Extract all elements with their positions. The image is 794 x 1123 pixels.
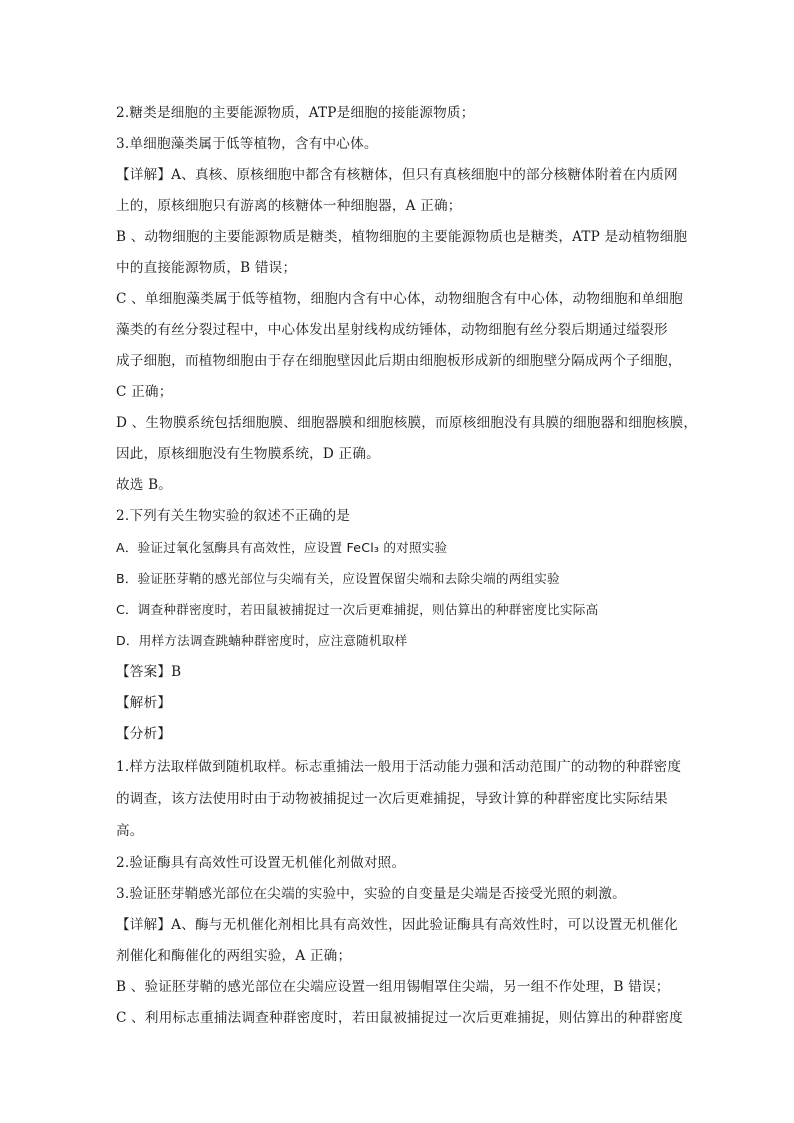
option-c: C．调查种群密度时，若田鼠被捕捉过一次后更难捕捉，则估算出的种群密度比实际高 [116, 602, 599, 617]
text-line: 2.验证酶具有高效性可设置无机催化剂做对照。 [116, 855, 406, 871]
text-line: 的调查，该方法使用时由于动物被捕捉过一次后更难捕捉，导致计算的种群密度比实际结果 [116, 791, 668, 807]
text-line: 【详解】A、真核、原核细胞中都含有核糖体，但只有真核细胞中的部分核糖体附着在内质网 [116, 167, 678, 183]
analysis-subheading: 【分析】 [116, 726, 172, 742]
text-line: 故选 B。 [116, 477, 173, 493]
text-line: C 正确； [116, 384, 173, 400]
text-line: 3.单细胞藻类属于低等植物，含有中心体。 [116, 136, 378, 152]
text-line: 1.样方法取样做到随机取样。标志重捕法一般用于活动能力强和活动范围广的动物的种群密度 [116, 759, 682, 775]
option-d: D．用样方法调查跳蝻种群密度时，应注意随机取样 [116, 633, 408, 648]
text-line: 【详解】A、酶与无机催化剂相比具有高效性，因此验证酶具有高效性时，可以设置无机催化 [116, 917, 678, 933]
answer-heading: 【答案】B [116, 664, 182, 680]
text-line: D 、生物膜系统包括细胞膜、细胞器膜和细胞核膜，而原核细胞没有具膜的细胞器和细胞核膜， [116, 415, 698, 431]
text-line: 因此，原核细胞没有生物膜系统，D 正确。 [116, 446, 380, 462]
text-line: C 、单细胞藻类属于低等植物，细胞内含有中心体，动物细胞含有中心体，动物细胞和单细胞 [116, 291, 683, 307]
text-line: 藻类的有丝分裂过程中，中心体发出星射线构成纺锤体，动物细胞有丝分裂后期通过缢裂形 [116, 322, 668, 338]
option-b: B．验证胚芽鞘的感光部位与尖端有关，应设置保留尖端和去除尖端的两组实验 [116, 571, 560, 586]
option-a: A．验证过氧化氢酶具有高效性，应设置 FeCl₃ 的对照实验 [116, 540, 448, 555]
text-line: 2.糖类是细胞的主要能源物质，ATP是细胞的接能源物质； [116, 105, 475, 121]
text-line: 高。 [116, 823, 144, 839]
question-title: 2.下列有关生物实验的叙述不正确的是 [116, 508, 351, 524]
text-line: 上的，原核细胞只有游离的核糖体一种细胞器，A 正确； [116, 198, 462, 214]
analysis-heading: 【解析】 [116, 695, 172, 711]
text-line: 成子细胞，而植物细胞由于存在细胞壁因此后期由细胞板形成新的细胞壁分隔成两个子细胞， [116, 353, 682, 369]
text-line: 剂催化和酶催化的两组实验，A 正确； [116, 948, 352, 964]
text-line: C 、利用标志重捕法调查种群密度时，若田鼠被捕捉过一次后更难捕捉，则估算出的种群密度 [116, 1010, 683, 1026]
text-line: 3.验证胚芽鞘感光部位在尖端的实验中，实验的自变量是尖端是否接受光照的刺激。 [116, 886, 626, 902]
text-line: B 、动物细胞的主要能源物质是糖类，植物细胞的主要能源物质也是糖类，ATP 是动植物细胞 [116, 229, 688, 245]
text-line: 中的直接能源物质，B 错误； [116, 260, 297, 276]
text-line: B 、验证胚芽鞘的感光部位在尖端应设置一组用锡帽罩住尖端，另一组不作处理，B 错误； [116, 979, 670, 995]
